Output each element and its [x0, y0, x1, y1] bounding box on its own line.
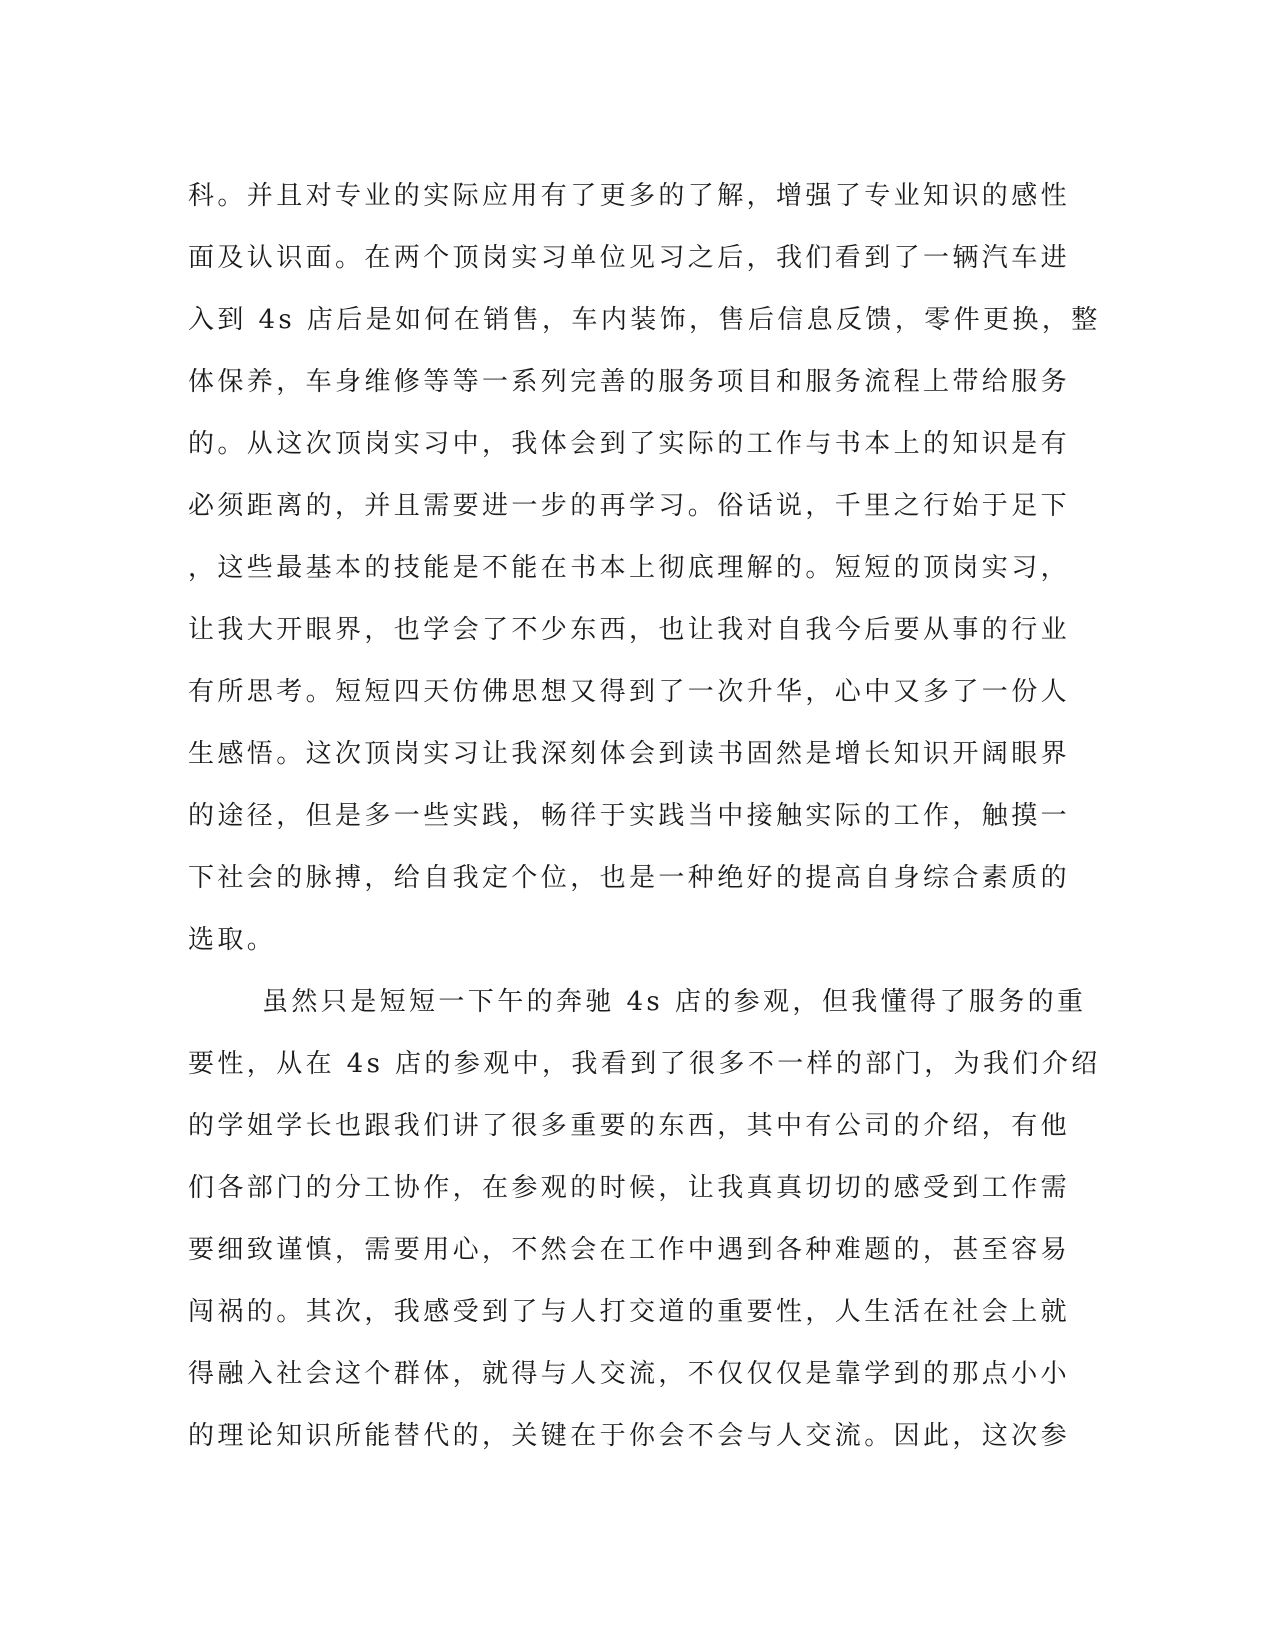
- text-line: 生感悟。这次顶岗实习让我深刻体会到读书固然是增长知识开阔眼界: [188, 739, 1071, 769]
- body-text: [188, 165, 1101, 1467]
- text-line: 面及认识面。在两个顶岗实习单位见习之后，我们看到了一辆汽车进: [188, 243, 1071, 273]
- text-line: 要性，从在 4s 店的参观中，我看到了很多不一样的部门，为我们介绍: [188, 1049, 1101, 1079]
- text-line: 的学姐学长也跟我们讲了很多重要的东西，其中有公司的介绍，有他: [188, 1111, 1071, 1141]
- text-line: 科。并且对专业的实际应用有了更多的了解，增强了专业知识的感性: [188, 181, 1071, 211]
- text-line: 闯祸的。其次，我感受到了与人打交道的重要性，人生活在社会上就: [188, 1297, 1071, 1327]
- text-line: 让我大开眼界，也学会了不少东西，也让我对自我今后要从事的行业: [188, 615, 1071, 645]
- text-line: 要细致谨慎，需要用心，不然会在工作中遇到各种难题的，甚至容易: [188, 1235, 1071, 1265]
- text-line: 的途径，但是多一些实践，畅徉于实践当中接触实际的工作，触摸一: [188, 801, 1071, 831]
- text-line: 体保养，车身维修等等一系列完善的服务项目和服务流程上带给服务: [188, 367, 1071, 397]
- text-line: 的。从这次顶岗实习中，我体会到了实际的工作与书本上的知识是有: [188, 429, 1071, 459]
- text-line: ，这些最基本的技能是不能在书本上彻底理解的。短短的顶岗实习，: [188, 553, 1071, 583]
- paragraph-start-line: 虽然只是短短一下午的奔驰 4s 店的参观，但我懂得了服务的重: [262, 987, 1087, 1017]
- text-line: 有所思考。短短四天仿佛思想又得到了一次升华，心中又多了一份人: [188, 677, 1071, 707]
- text-line: 的理论知识所能替代的，关键在于你会不会与人交流。因此，这次参: [188, 1421, 1071, 1451]
- text-line: 得融入社会这个群体，就得与人交流，不仅仅仅是靠学到的那点小小: [188, 1359, 1071, 1389]
- text-line: 们各部门的分工协作，在参观的时候，让我真真切切的感受到工作需: [188, 1173, 1071, 1203]
- text-line: 入到 4s 店后是如何在销售，车内装饰，售后信息反馈，零件更换，整: [188, 305, 1101, 335]
- text-line: 选取。: [188, 925, 277, 955]
- text-line: 下社会的脉搏，给自我定个位，也是一种绝好的提高自身综合素质的: [188, 863, 1071, 893]
- text-line: 必须距离的，并且需要进一步的再学习。俗话说，千里之行始于足下: [188, 491, 1071, 521]
